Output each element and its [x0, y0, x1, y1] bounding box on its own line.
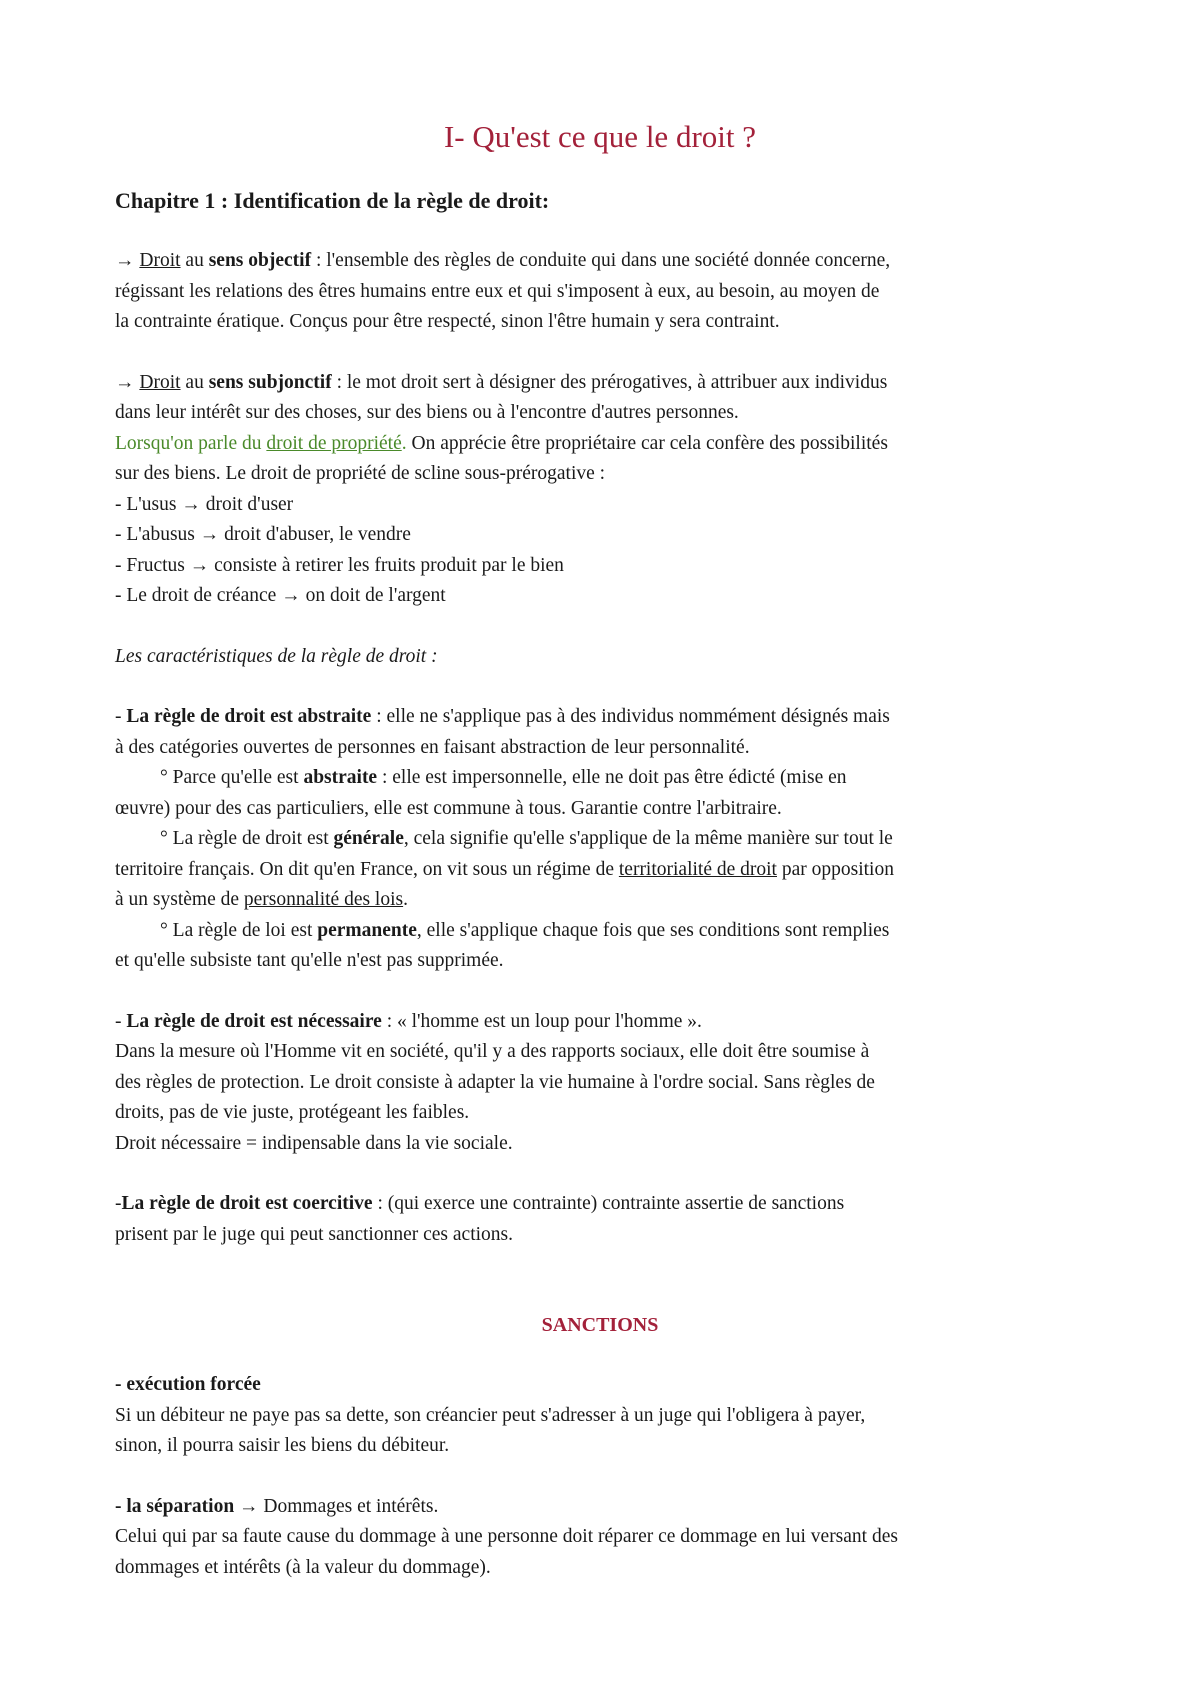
paragraph-line: dans leur intérêt sur des choses, sur des biens ou à l'encontre d'autres personnes. [115, 402, 739, 423]
spacer [115, 1340, 1085, 1370]
bold-term: La règle de droit est coercitive [121, 1193, 373, 1214]
bullet-line [115, 824, 1085, 855]
spacer [115, 672, 1085, 702]
spacer [115, 977, 1085, 1007]
list-item: - L'abusus → droit d'abuser, le vendre [115, 524, 411, 545]
underlined-term: personnalité des lois [243, 889, 404, 910]
text: : elle ne s'applique pas à des individus nommément désignés mais [371, 706, 890, 727]
text: - [115, 1193, 122, 1214]
text: - [115, 1010, 127, 1032]
paragraph-line: prisent par le juge qui peut sanctionner ces actions. [115, 1223, 513, 1245]
paragraph-line: droits, pas de vie juste, protégeant les faibles. [115, 1102, 470, 1123]
spacer [115, 1462, 1085, 1492]
list-item: - Le droit de créance → on doit de l'argent [115, 585, 446, 606]
text: au [180, 250, 209, 271]
paragraph-line: et qu'elle subsiste tant qu'elle n'est pas supprimée. [115, 950, 504, 971]
bold-term: La règle de droit est nécessaire [126, 1010, 382, 1032]
section-abstraite [115, 702, 1085, 977]
text: à un système de [115, 889, 244, 910]
sanctions-heading: SANCTIONS [541, 1314, 659, 1336]
list-item: - Fructus → consiste à retirer les fruits produit par le bien [115, 554, 564, 576]
term-droit: Droit [139, 250, 181, 271]
text: ° La règle de droit est [160, 828, 334, 849]
paragraph-line [115, 368, 1085, 399]
section-execution-forcee [115, 1370, 1085, 1462]
underlined-term: territorialité de droit [618, 858, 777, 880]
section-necessaire [115, 1007, 1085, 1160]
section-coercitive [115, 1189, 1085, 1250]
paragraph-line [115, 1007, 1085, 1038]
paragraph-line: œuvre) pour des cas particuliers, elle est commune à tous. Garantie contre l'arbitraire. [115, 797, 782, 819]
text: : (qui exerce une contrainte) contrainte assertie de sanctions [372, 1193, 845, 1214]
paragraph-line [115, 855, 1085, 886]
text: - [115, 706, 127, 727]
bold-term: La règle de droit est abstraite [126, 706, 372, 727]
paragraph-line: la contrainte ératique. Conçus pour être respecté, sinon l'être humain y sera contraint. [115, 311, 780, 332]
page-title: I- Qu'est ce que le droit ? [443, 119, 756, 154]
paragraph-line [115, 1492, 1085, 1523]
bold-term: abstraite [303, 767, 378, 788]
paragraph-line [115, 702, 1085, 733]
paragraph-line: Droit nécessaire = indipensable dans la vie sociale. [115, 1132, 513, 1154]
paragraph-line [115, 1189, 1085, 1220]
paragraph-line: sur des biens. Le droit de propriété de scline sous-prérogative : [115, 463, 606, 484]
green-text: . [401, 432, 407, 454]
term-droit: Droit [139, 371, 181, 393]
paragraph-line: régissant les relations des êtres humains entre eux et qui s'imposent à eux, au besoin, au moyen de [115, 280, 880, 302]
bullet-line [115, 916, 1085, 947]
term-sens-subjonctif: sens subjonctif [208, 371, 332, 393]
text: : l'ensemble des règles de conduite qui dans une société donnée concerne, [311, 250, 891, 271]
spacer [115, 338, 1085, 368]
green-text: Lorsqu'on parle du [115, 432, 267, 454]
section-separation [115, 1492, 1085, 1584]
paragraph-line: Dans la mesure où l'Homme vit en société, qu'il y a des rapports sociaux, elle doit être soumise à [115, 1041, 870, 1062]
paragraph-line: dommages et intérêts (à la valeur du dommage). [115, 1556, 491, 1578]
text: par opposition [776, 858, 894, 880]
paragraph-line [115, 429, 1085, 460]
bold-term: permanente [317, 919, 417, 941]
arrow: → [115, 250, 140, 271]
bullet-line [115, 763, 1085, 794]
bold-term: - exécution forcée [115, 1374, 261, 1395]
spacer [115, 612, 1085, 642]
spacer [115, 1159, 1085, 1189]
text: ° La règle de loi est [160, 919, 318, 941]
paragraph-line: à des catégories ouvertes de personnes en faisant abstraction de leur personnalité. [115, 736, 750, 758]
term-sens-objectif: sens objectif [208, 250, 312, 271]
paragraph-line: sinon, il pourra saisir les biens du débiteur. [115, 1435, 450, 1456]
paragraph-line: Si un débiteur ne paye pas sa dette, son créancier peut s'adresser à un juge qui l'obligera à payer, [115, 1404, 866, 1426]
paragraph-line [115, 885, 1085, 916]
spacer [115, 216, 1085, 246]
text: ° Parce qu'elle est [160, 767, 304, 788]
paragraph-line: Celui qui par sa faute cause du dommage à une personne doit réparer ce dommage en lui versant des [115, 1526, 898, 1547]
link-droit-de-propriete[interactable]: droit de propriété [266, 432, 402, 454]
chapter-heading: Chapitre 1 : Identification de la règle de droit: [115, 188, 550, 213]
definition-subjective [115, 368, 1085, 612]
arrow: → [115, 371, 140, 393]
list-item: - L'usus → droit d'user [115, 493, 294, 515]
paragraph-line [115, 246, 1085, 277]
paragraph-line: des règles de protection. Le droit consiste à adapter la vie humaine à l'ordre social. Sans règles de [115, 1071, 875, 1093]
text: → Dommages et intérêts. [234, 1495, 439, 1517]
definition-objective [115, 246, 1085, 338]
text: au [180, 371, 209, 393]
bold-term: - la séparation [115, 1495, 235, 1517]
spacer [115, 1250, 1085, 1280]
text: . [403, 889, 408, 910]
characteristics-heading: Les caractéristiques de la règle de droit : [115, 645, 438, 667]
text: territoire français. On dit qu'en France, on vit sous un régime de [115, 858, 619, 880]
bold-term: générale [333, 828, 404, 849]
text: , elle s'applique chaque fois que ses conditions sont remplies [416, 919, 890, 941]
text: , cela signifie qu'elle s'applique de la même manière sur tout le [403, 828, 893, 849]
text: : le mot droit sert à désigner des prérogatives, à attribuer aux individus [331, 371, 888, 393]
text: On apprécie être propriétaire car cela confère des possibilités [406, 432, 888, 454]
spacer [115, 1280, 1085, 1310]
text: : elle est impersonnelle, elle ne doit pas être édicté (mise en [377, 767, 847, 788]
text: : « l'homme est un loup pour l'homme ». [381, 1010, 702, 1032]
